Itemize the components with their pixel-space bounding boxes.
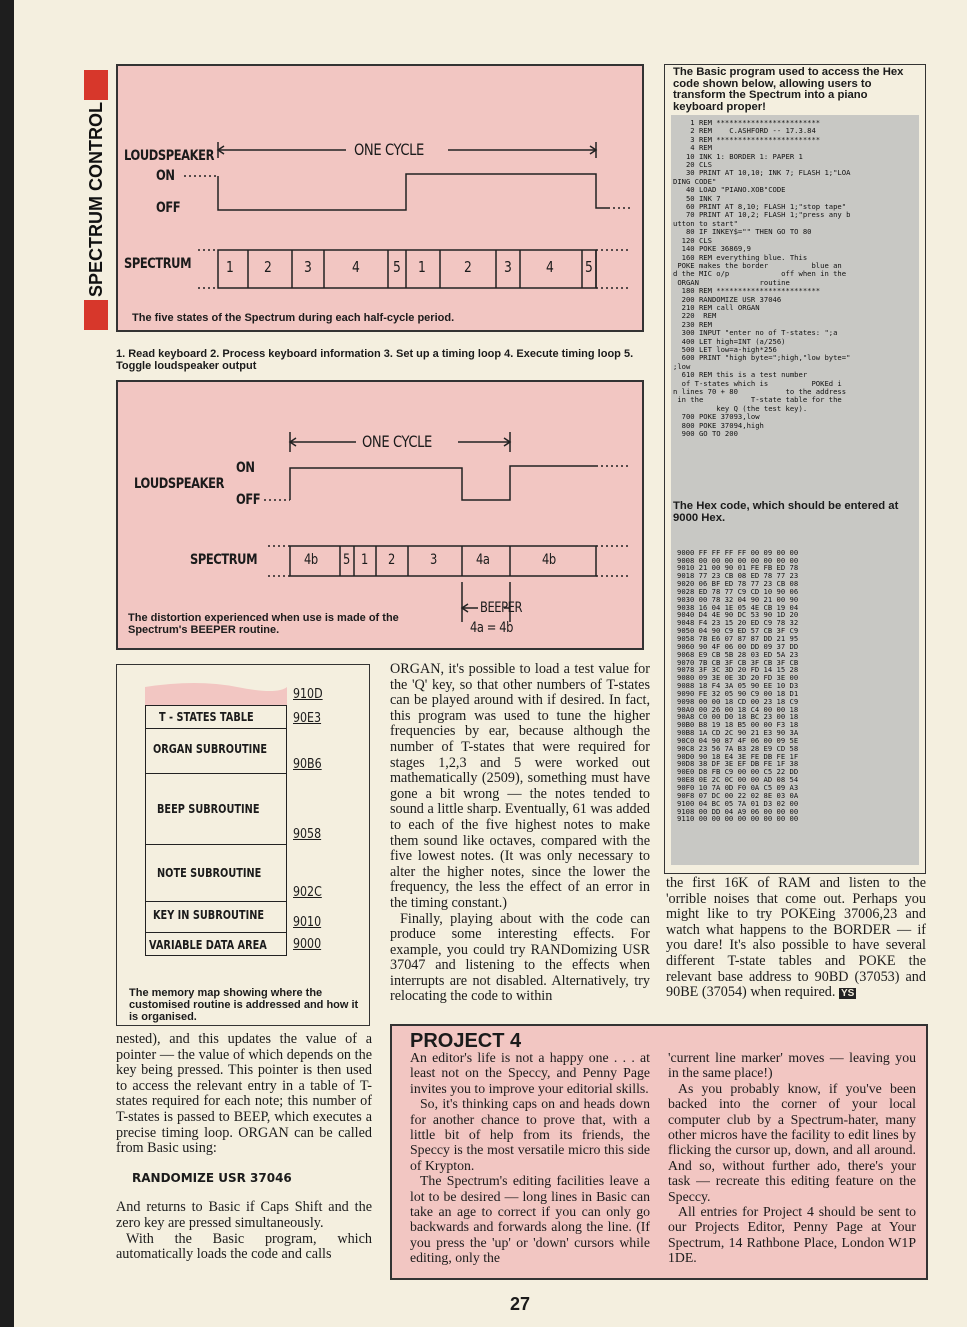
page-number: 27 (510, 1294, 531, 1314)
paragraph: the first 16K of RAM and listen to the 'orrible noises that come out. Perhaps you might like to try POKEing 37006,23 and watch what happens to the BORDER — if you dare! It's also possible to have several different T-state tables and POKE the relevant base address to 90BD (37053) and 90BE (37054) when required. (666, 875, 926, 1001)
hex-line: 9110 00 00 00 00 00 00 00 00 (677, 814, 799, 824)
paragraph: nested), and this updates the value of a pointer — the value of which depends on the key being pressed. This pointer is then used to access the relevant entry in a table of T-states required for each note; this number of T-states is passed to BEEP, which executes a precise timing loop. ORGAN can be called from Basic using: (116, 1031, 372, 1157)
hex-line: 90D8 38 DF 3E EF DB FE 1F 38 (677, 759, 799, 769)
hex-line: 9028 ED 78 77 C9 CD 10 90 06 (677, 586, 799, 596)
state-label: 1 (226, 258, 234, 276)
hex-line: 90B8 1A CD 2C 90 21 E3 90 3A (677, 728, 799, 738)
paragraph: All entries for Project 4 should be sent to our Projects Editor, Penny Page at Your Spectrum, 14 Rathbone Place, London W1P 1DE. (668, 1204, 916, 1266)
state-label: 3 (304, 258, 312, 276)
hex-line: 9010 21 00 90 01 FE FB ED 78 (677, 563, 799, 573)
state-label: 5 (585, 258, 593, 276)
hex-line: 90E8 0E 2C 0C 00 00 AD 08 54 (677, 775, 799, 785)
state-label: 5 (393, 258, 401, 276)
waveform-diagram (118, 66, 642, 330)
hex-line: 9078 3F 3C 3D 20 FD 14 15 28 (677, 665, 799, 675)
state-label: 3 (504, 258, 512, 276)
state-legend: 1. Read keyboard 2. Process keyboard information 3. Set up a timing loop 4. Execute timing loop 5. Toggle loudspeaker output (116, 348, 634, 372)
memory-map-caption: The memory map showing where the customised routine is addressed and how it is organised. (129, 987, 359, 1023)
state-label: 4a (476, 552, 490, 568)
hex-line: 9040 D4 4E 90 DC 53 90 1D 20 (677, 610, 799, 620)
paragraph: An editor's life is not a happy one . . . at least not on the Speccy, and Penny Page invites you to improve your editorial skills. (410, 1050, 650, 1096)
on-label: ON (156, 168, 175, 184)
address-label: 910D (293, 687, 323, 702)
paragraph: ORGAN, it's possible to load a test value for the 'Q' key, so that other numbers of T-states can be played around with if desired. In fact, this program was used to tune the higher frequencies by ear, because although the number of T-states that were required for stages 1,2,3 and 5 were worked out mathematically (2509), something must have gone a bit wrong — the notes tended to sound a little sharp. Eventually, 61 was added to each of the five highest notes to make them sound like octaves, compared with the five lowest notes. (It was only necessary to alter the higher notes, since the lower the frequency, the less the effect of an error in the timing constant.) (390, 661, 650, 911)
hex-line: 90B0 B8 19 18 B5 00 00 F3 18 (677, 720, 799, 730)
off-label: OFF (156, 200, 181, 216)
state-label: 1 (418, 258, 426, 276)
one-cycle-label: ONE CYCLE (362, 432, 432, 451)
hex-line: 9030 00 78 32 04 90 21 00 90 (677, 594, 799, 604)
address-label: 90E3 (293, 711, 322, 726)
hex-line: 90D0 90 18 E4 3E FE DB FE 1F (677, 751, 799, 761)
spectrum-label: SPECTRUM (124, 256, 192, 272)
basic-program-box (664, 64, 926, 874)
memory-region-label: NOTE SUBROUTINE (157, 865, 262, 880)
address-label: 902C (293, 885, 322, 900)
hex-line: 9020 06 BF ED 78 77 23 CB 08 (677, 579, 799, 589)
diagram-caption: The distortion experienced when use is made of the Spectrum's BEEPER routine. (128, 612, 399, 636)
project-box (390, 1024, 928, 1280)
hex-line: 90E0 D8 FB C9 00 00 C5 22 DD (677, 767, 799, 777)
hex-line: 9058 7B E6 07 87 87 DD 21 95 (677, 633, 799, 643)
address-label: 9010 (293, 915, 322, 930)
beeper-waveform-diagram (118, 382, 642, 648)
basic-listing: 1 REM ************************ 2 REM C.ASHFORD -- 17.3.84 3 REM ************************ 4 REM 10 INK 1: BORDER 1: PAPER 1 20 CLS 30 PRINT AT 10,10; INK 7; FLASH 1;"LOA DING CODE" 40 LOAD "PIANO.XOB"CODE 50 INK 7 60 PRINT AT 8,10; FLASH 1;"stop tape" 70 PRINT AT 10,2; FLASH 1;"press any b utton to start" 80 IF INKEY$="" THEN GO TO 80 120 CLS 140 POKE 36869,9 160 REM everything blue. This POKE makes the border blue an d the MIC o/p off when in the ORGAN routine 180 REM ************************ 200 RANDOMIZE USR 37046 210 REM call ORGAN 220 REM 230 REM 300 INPUT "enter no of T-states: ";a 400 LET high=INT (a/256) 500 LET low=a-high*256 600 PRINT "high byte=";high,"low byte=" ;low 610 REM this is a test number of T-states which is POKEd i n lines 70 + 80 to the address in the T-state table for the key Q (the test key). 700 POKE 37093,low 800 POKE 37094,high 900 GO TO 200 (671, 115, 919, 539)
hex-line: 9050 04 90 C9 ED 57 CB 3F C9 (677, 626, 799, 636)
state-label: 4 (546, 258, 554, 276)
state-label: 2 (264, 258, 272, 276)
hex-line: 9080 09 3E 0E 3D 20 FD 3E 00 (677, 673, 799, 683)
middle-column-text (390, 662, 650, 1005)
hex-line: 90F8 07 DC 00 22 02 8E 03 0A (677, 790, 799, 800)
project-title: PROJECT 4 (410, 1030, 522, 1052)
hex-line: 9048 F4 23 15 20 ED C9 78 32 (677, 618, 799, 628)
hex-listing (671, 529, 919, 865)
memory-region-label: T - STATES TABLE (159, 709, 254, 724)
state-label: 2 (388, 552, 395, 568)
beeper-equation: 4a = 4b (470, 620, 513, 636)
hex-line: 9038 16 04 1E 05 4E CB 19 04 (677, 602, 799, 612)
hex-line: 9060 90 4F 06 00 DD 09 37 DD (677, 641, 799, 651)
hex-line: 9018 77 23 CB 08 ED 78 77 23 (677, 571, 799, 581)
loudspeaker-label: LOUDSPEAKER (134, 476, 224, 492)
code-line: RANDOMIZE USR 37046 (132, 1170, 292, 1185)
state-label: 1 (361, 552, 368, 568)
hex-line: 90A0 00 26 00 18 C4 00 00 18 (677, 704, 799, 714)
hex-line: 90C0 04 90 87 4F 06 00 09 5E (677, 735, 799, 745)
memory-region-label: BEEP SUBROUTINE (157, 801, 260, 816)
state-label: 2 (464, 258, 472, 276)
left-column-text (116, 1032, 372, 1263)
hex-line: 90C8 23 56 7A B3 28 E9 CD 58 (677, 743, 799, 753)
paragraph: So, it's thinking caps on and heads down for another chance to prove that, with a little bit of help from its friends, the Speccy is the most versatile micro this side of Krypton. (410, 1096, 650, 1173)
paragraph: 'current line marker' moves — leaving you in the same place!) (668, 1050, 916, 1081)
hex-line: 9090 FE 32 05 90 C9 00 18 D1 (677, 688, 799, 698)
basic-program-title: The Basic program used to access the Hex code shown below, allowing users to transform the Spectrum into a piano keyboard proper! (673, 66, 904, 113)
state-label: 3 (430, 552, 437, 568)
section-label: SPECTRUM CONTROL (84, 100, 108, 300)
hex-line: 9088 18 F4 3A 05 90 EE 10 D3 (677, 681, 799, 691)
diagram-beeper-panel (116, 380, 644, 650)
hex-line: 90F0 10 7A 0D F0 0A C5 09 A3 (677, 783, 799, 792)
beeper-label: BEEPER (480, 600, 523, 616)
diagram-one-cycle-panel (116, 64, 644, 332)
one-cycle-label: ONE CYCLE (354, 140, 424, 159)
hex-line: 9068 E9 CB 5B 28 03 ED 5A 23 (677, 649, 799, 659)
page-binding-edge (0, 0, 14, 1327)
hex-line: 9098 00 00 18 CD 00 23 18 C9 (677, 696, 799, 706)
hex-line: 9108 00 DD 04 A9 06 00 00 00 (677, 806, 799, 816)
hex-line: 9008 00 00 00 00 00 00 00 00 (677, 555, 799, 565)
on-label: ON (236, 460, 255, 476)
end-mark: YS (840, 988, 855, 1000)
memory-region-label: VARIABLE DATA AREA (149, 937, 267, 952)
hex-line: 9000 FF FF FF FF 00 09 00 00 (677, 547, 799, 557)
diagram-caption: The five states of the Spectrum during each half-cycle period. (132, 312, 455, 324)
hex-line: 9070 7B CB 3F CB 3F CB 3F CB (677, 657, 799, 667)
memory-region-label: KEY IN SUBROUTINE (153, 907, 265, 922)
state-label: 4b (304, 552, 318, 568)
project-col-2 (668, 1050, 916, 1266)
memory-map-box (116, 664, 370, 1026)
paragraph: And returns to Basic if Caps Shift and the zero key are pressed simultaneously. (116, 1199, 372, 1231)
paragraph: With the Basic program, which automatically loads the code and calls (116, 1230, 372, 1263)
hex-code-title: The Hex code, which should be entered at 9000 Hex. (673, 500, 899, 524)
state-label: 4 (352, 258, 360, 276)
state-label: 4b (542, 552, 556, 568)
address-label: 90B6 (293, 757, 322, 772)
paragraph: As you probably know, if you've been backed into the corner of your local computer club by a Spectrum-hater, many other micros have the facility to edit lines by flicking the cursor up, down, and all around. And so, without further ado, there's your task — recreate this editing feature on the Speccy. (668, 1080, 916, 1204)
spectrum-label: SPECTRUM (190, 552, 258, 568)
paragraph: The Spectrum's editing facilities leave a lot to be desired — long lines in Basic can take an age to correct if you can only go backwards and forwards along the line. (If you press the 'up' or 'down' cursors while editing, only the (410, 1173, 650, 1266)
project-col-1 (410, 1050, 650, 1266)
right-column-text (666, 876, 926, 1002)
state-label: 5 (343, 552, 350, 568)
hex-line: 90A8 C0 00 D0 18 BC 23 00 18 (677, 712, 799, 722)
memory-region-label: ORGAN SUBROUTINE (153, 741, 268, 756)
off-label: OFF (236, 492, 261, 508)
loudspeaker-label: LOUDSPEAKER (124, 148, 214, 164)
address-label: 9000 (293, 937, 322, 952)
hex-line: 9100 04 BC 05 7A 01 D3 02 00 (677, 798, 799, 808)
paragraph: Finally, playing about with the code can produce some interesting effects. For example, you could try RANDomizing USR 37047 and listening to the effects when interrupts are not disabled. Alternatively, try relocating the code to within (390, 910, 650, 1005)
address-label: 9058 (293, 827, 322, 842)
